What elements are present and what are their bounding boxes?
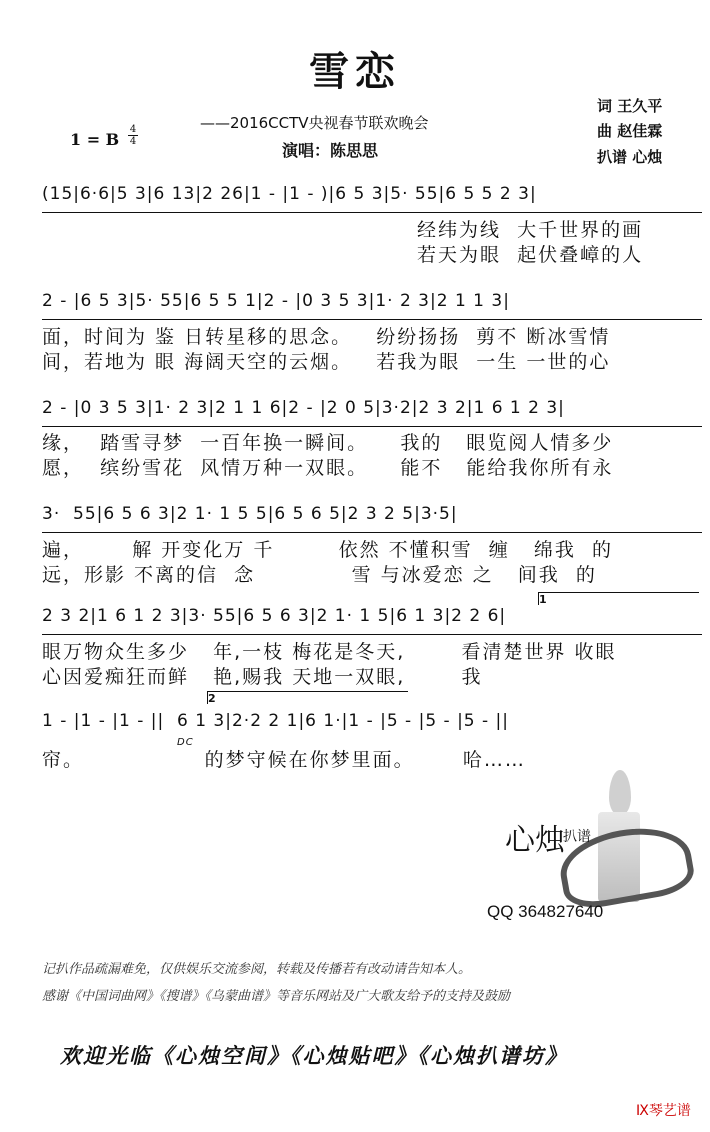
- site-logo: [636, 1100, 691, 1120]
- first-ending-number: 1: [539, 593, 548, 606]
- notation-line: 1 - |1 - |1 - || 6 1 3|2·2 2 1|6 1·|1 - |5 - |5 - |5 - ||: [42, 711, 510, 731]
- lyric-line: 心因爱痴狂而鲜 艳,赐我 天地一双眼, 我: [42, 666, 483, 688]
- time-signature: [128, 124, 138, 147]
- score-row: [42, 285, 702, 327]
- composer-credit: 曲 赵佳霖: [597, 122, 663, 140]
- lyric-line: 间，若地为 眼 海阔天空的云烟。 若我为眼 一生 一世的心: [42, 351, 611, 373]
- da-capo-mark: DC: [177, 737, 194, 748]
- beam-line: [42, 319, 702, 320]
- notation-line: 2 - |0 3 5 3|1· 2 3|2 1 1 6|2 - |2 0 5|3·2|2 3 2|1 6 1 2 3|: [42, 398, 565, 418]
- signature-suffix: 扒谱: [563, 829, 591, 845]
- signature-name: 心烛: [505, 823, 565, 858]
- key-signature: 1 = B: [70, 130, 120, 149]
- score-row: [42, 178, 702, 220]
- first-ending-bracket: [538, 592, 699, 605]
- candle-flame-icon: [609, 770, 631, 816]
- lyric-line: 经纬为线 大千世界的画: [417, 219, 644, 241]
- beam-line: [42, 426, 702, 427]
- notation-line: 2 3 2|1 6 1 2 3|3· 55|6 5 6 3|2 1· 1 5|6 1 3|2 2 6|: [42, 606, 507, 626]
- lyric-line: 愿， 缤纷雪花 风情万种一双眼。 能不 能给我你所有永: [42, 457, 614, 479]
- lyric-line: 缘， 踏雪寻梦 一百年换一瞬间。 我的 眼览阅人情多少: [42, 432, 614, 454]
- song-title: 雪恋: [309, 49, 401, 95]
- time-signature-bottom: 4: [129, 136, 137, 147]
- notation-line: (15|6·6|5 3|6 13|2 26|1 - |1 - )|6 5 3|5· 55|6 5 5 2 3|: [42, 184, 537, 204]
- logo-icon: Ⅸ: [636, 1103, 649, 1119]
- qq-contact: QQ 364827640: [487, 902, 604, 921]
- lyricist-credit: 词 王久平: [597, 97, 663, 115]
- song-subtitle: ——2016CCTV央视春节联欢晚会: [200, 114, 429, 132]
- score-row: [42, 593, 702, 642]
- score-row: [42, 692, 702, 748]
- singer-credit: 演唱：陈思思: [282, 141, 379, 160]
- time-signature-top: 4: [129, 124, 137, 135]
- lyric-line: 面，时间为 鉴 日转星移的思念。 纷纷扬扬 剪不 断冰雪情: [42, 326, 611, 348]
- beam-line: [42, 634, 702, 635]
- lyric-line: 远，形影 不离的信 念 雪 与冰爱恋 之 间我 的: [42, 564, 597, 586]
- lyric-line: 眼万物众生多少 年,一枝 梅花是冬天, 看清楚世界 收眼: [42, 641, 617, 663]
- notation-line: 3· 55|6 5 6 3|2 1· 1 5 5|6 5 6 5|2 3 2 5|3·5|: [42, 504, 458, 524]
- notation-line: 2 - |6 5 3|5· 55|6 5 5 1|2 - |0 3 5 3|1· 2 3|2 1 1 3|: [42, 291, 510, 311]
- thanks-note: 感谢《中国词曲网》《搜谱》《乌蒙曲谱》等音乐网站及广大歌友给予的支持及鼓励: [42, 989, 511, 1004]
- beam-line: [42, 532, 702, 533]
- logo-text: 琴艺谱: [648, 1103, 691, 1119]
- score-row: [42, 498, 702, 540]
- welcome-banner: 欢迎光临《心烛空间》《心烛贴吧》《心烛扒谱坊》: [60, 1043, 568, 1068]
- disclaimer-note: 记扒作品疏漏难免，仅供娱乐交流参阅，转载及传播若有改动请告知本人。: [42, 962, 472, 977]
- second-ending-bracket: [207, 691, 408, 704]
- lyric-line: 帘。 的梦守候在你梦里面。 哈……: [42, 749, 526, 771]
- lyric-line: 若天为眼 起伏叠嶂的人: [417, 244, 644, 266]
- beam-line: [42, 212, 702, 213]
- lyric-line: 遍， 解 开变化万 千 依然 不懂积雪 缠 绵我 的: [42, 539, 613, 561]
- second-ending-number: 2: [208, 692, 217, 705]
- transcriber-credit: 扒谱 心烛: [597, 148, 663, 166]
